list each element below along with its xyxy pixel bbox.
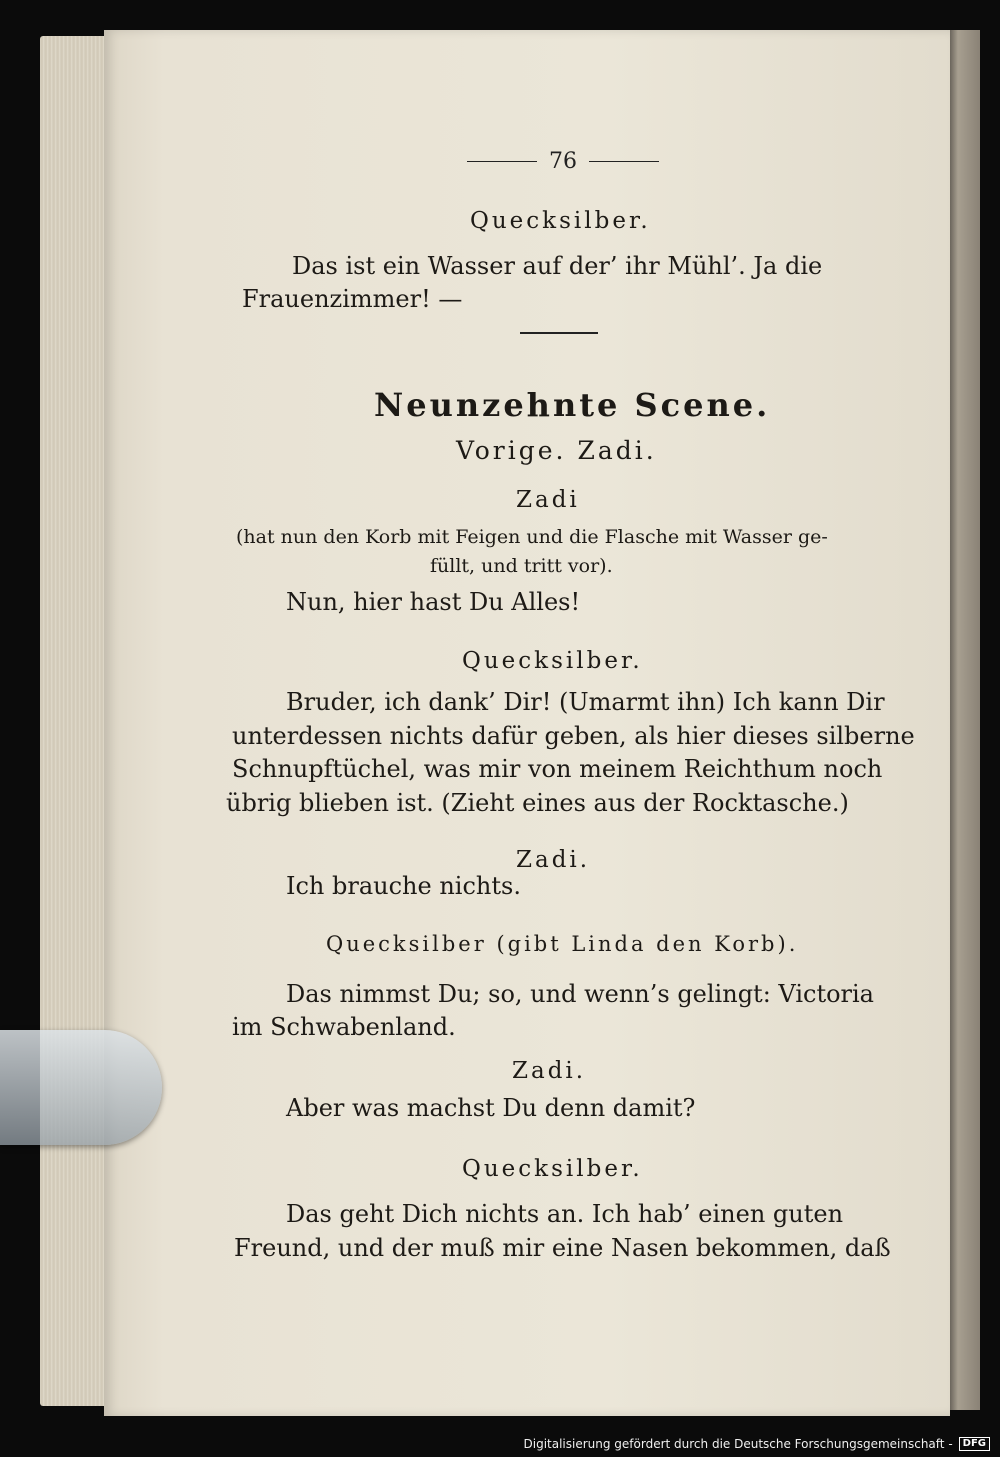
credit-text: Digitalisierung gefördert durch die Deutsche Forschungsgemeinschaft - bbox=[523, 1437, 953, 1451]
text-line: unterdessen nichts dafür geben, als hier dieses silberne bbox=[232, 722, 915, 750]
scene-cast: Vorige. Zadi. bbox=[456, 436, 657, 465]
scene-separator bbox=[520, 332, 598, 334]
text-line: Freund, und der muß mir eine Nasen bekommen, daß bbox=[234, 1234, 891, 1262]
speaker-heading: Quecksilber. bbox=[462, 1156, 643, 1182]
speaker-heading: Zadi. bbox=[516, 847, 591, 873]
text-line: Bruder, ich dank’ Dir! (Umarmt ihn) Ich kann Dir bbox=[286, 688, 885, 716]
speaker-heading: Zadi bbox=[516, 487, 580, 513]
text-line: im Schwabenland. bbox=[232, 1013, 456, 1041]
page-clip bbox=[0, 1030, 162, 1145]
page-header bbox=[458, 146, 668, 176]
text-line: Frauenzimmer! — bbox=[242, 285, 463, 313]
speaker-heading: Quecksilber (gibt Linda den Korb). bbox=[326, 932, 799, 956]
stage-direction: (hat nun den Korb mit Feigen und die Flasche mit Wasser ge- bbox=[236, 526, 828, 548]
scene-title: Neunzehnte Scene. bbox=[374, 386, 771, 424]
speaker-heading: Quecksilber. bbox=[470, 208, 651, 234]
text-line: Das nimmst Du; so, und wenn’s gelingt: Victoria bbox=[286, 980, 874, 1008]
text-line: Aber was machst Du denn damit? bbox=[286, 1094, 696, 1122]
stage-direction: füllt, und tritt vor). bbox=[430, 555, 613, 577]
book-page-edges bbox=[40, 36, 110, 1406]
speaker-heading: Zadi. bbox=[512, 1058, 587, 1084]
digitization-credit bbox=[524, 1437, 991, 1451]
dfg-logo: DFG bbox=[959, 1437, 990, 1451]
text-line: übrig blieben ist. (Zieht eines aus der Rocktasche.) bbox=[226, 789, 849, 817]
text-line: Schnupftüchel, was mir von meinem Reichthum noch bbox=[232, 755, 883, 783]
text-line: Nun, hier hast Du Alles! bbox=[286, 588, 581, 616]
text-line: Das geht Dich nichts an. Ich hab’ einen guten bbox=[286, 1200, 844, 1228]
text-line: Ich brauche nichts. bbox=[286, 872, 521, 900]
header-rule-left bbox=[467, 161, 537, 162]
header-rule-right bbox=[589, 161, 659, 162]
speaker-heading: Quecksilber. bbox=[462, 648, 643, 674]
book-right-edge bbox=[950, 30, 980, 1410]
text-line: Das ist ein Wasser auf der’ ihr Mühl’. Ja die bbox=[292, 252, 823, 280]
page-number: 76 bbox=[549, 148, 577, 174]
